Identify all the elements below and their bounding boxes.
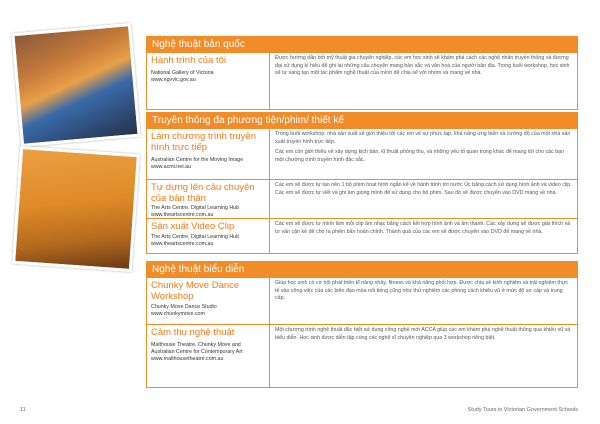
program-title: Hành trình của tôi [151, 55, 226, 66]
program-organisation: The Arts Centre, Digital Learning Hub www.theartscentre.com.au [151, 234, 240, 247]
program-organisation: Chunky Move Dance Studio www.chunkymove.com [151, 304, 217, 317]
program-description: Được hướng dẫn bởi mỹ thuật gia chuyên nghiệp, các em học sinh sẽ khám phá cách các nghệ nhân truyền thống và đương đại sử dụng kí hiệu để ghi lại những câu chuyện mang bản sắc và văn hoá của người bản địa. Trong buổi workshop, học sinh sẽ tự sáng tạo một tác phẩm nghệ thuật của mình để chia sẻ với nhóm và mang về nhà. [275, 55, 570, 77]
program-organisation: The Arts Centre, Digital Learning Hub www.theartscentre.com.au [151, 205, 240, 218]
program-description: Một chương trình nghệ thuật đặc biệt sử dụng công nghệ mới ACCA giúp các em khám phá nghệ thuật thông qua khiêu vũ và biểu diễn. Học sinh được diễn tập cùng các nghệ sĩ chuyên nghiệp qua 3 workshop riêng biệt. [275, 327, 571, 341]
program-title: Sản xuất Video Clip [151, 221, 235, 232]
program-organisation: Australian Centre for the Moving Image www.acmi.net.au [151, 157, 244, 170]
table-row [147, 324, 577, 387]
program-description: Các em sẽ được tự mình làm mỗi clip âm nhạc bằng cách kết hợp hình ảnh và âm thanh. Các xây dựng sẽ được giải thích và tư vấn cận kề để cho ra phiên bản hoàn chỉnh. Thành quả của các em sẽ được chuyển vào DVD để mang về nhà. [275, 221, 571, 235]
program-title: Làm chương trình truyền hình trực tiếp [151, 131, 257, 153]
program-title: Tự dựng lên câu chuyện của bản thân [151, 182, 255, 204]
section-heading: Truyền thông đa phương tiện/phim/ thiết kế [147, 113, 577, 128]
page-number: 11 [20, 407, 26, 413]
section-heading: Nghệ thuật bản quốc [147, 37, 577, 52]
program-organisation: National Gallery of Victoria www.ngvvic.gov.au [151, 70, 214, 83]
dance-photo [12, 146, 140, 272]
table-row [147, 52, 577, 109]
program-description: Các em sẽ được tự tạo nên 1 bộ phim hoạt hình ngắn kể về hành trình tới nước Úc bằng cách sử dụng hình ảnh và video clip. Các em sẽ được tự viết và ghi âm giọng mình để sử dụng cho bộ phim. Sau đó sẽ được chuyển vào DVD mang về nhà. [275, 182, 572, 196]
section-indigenous-art [146, 36, 578, 110]
program-description: Giúp học sinh có cơ hội phát triển kĩ năng nhảy, fitness và khả năng phối hợp. Được chia sẻ kinh nghiệm và trải nghiệm thực tế vào công việc của các biên đạo múa nổi tiếng cũng như thử nghiệm các phong cách khiêu vũ ở mức độ sơ cấp và trung cấp. [275, 280, 569, 302]
table-row [147, 179, 577, 218]
section-performing-arts [146, 261, 578, 388]
table-row [147, 277, 577, 324]
table-row [147, 128, 577, 179]
program-title: Cảm thụ nghệ thuật [151, 327, 235, 338]
section-multimedia [146, 112, 578, 254]
program-description: Trong buổi workshop, nhà sản xuất sẽ giới thiệu tới các em về sự phức tạp, khả năng ứng biến và cường độ của một nhà sản xuất truyền hình trực tiếp. [275, 131, 571, 145]
section-heading: Nghệ thuật biểu diễn [147, 262, 577, 277]
footer-title: Study Tours in Victorian Government Schools [467, 407, 578, 413]
program-description: Các em còn giới thiệu về xây dựng kịch bản, kĩ thuật phòng thu, và những yêu tố quan trọng khác để mang tới cho các bạn một chương trình truyền hình đặc sắc. [275, 149, 565, 163]
program-title: Chunky Move Dance Workshop [151, 280, 240, 302]
program-organisation: Malthouse Theatre, Chunky Move and Australian Centre for Contemporary Art www.malthousetheatre.com.au [151, 342, 243, 362]
table-row [147, 218, 577, 253]
classroom-photo [11, 23, 140, 147]
